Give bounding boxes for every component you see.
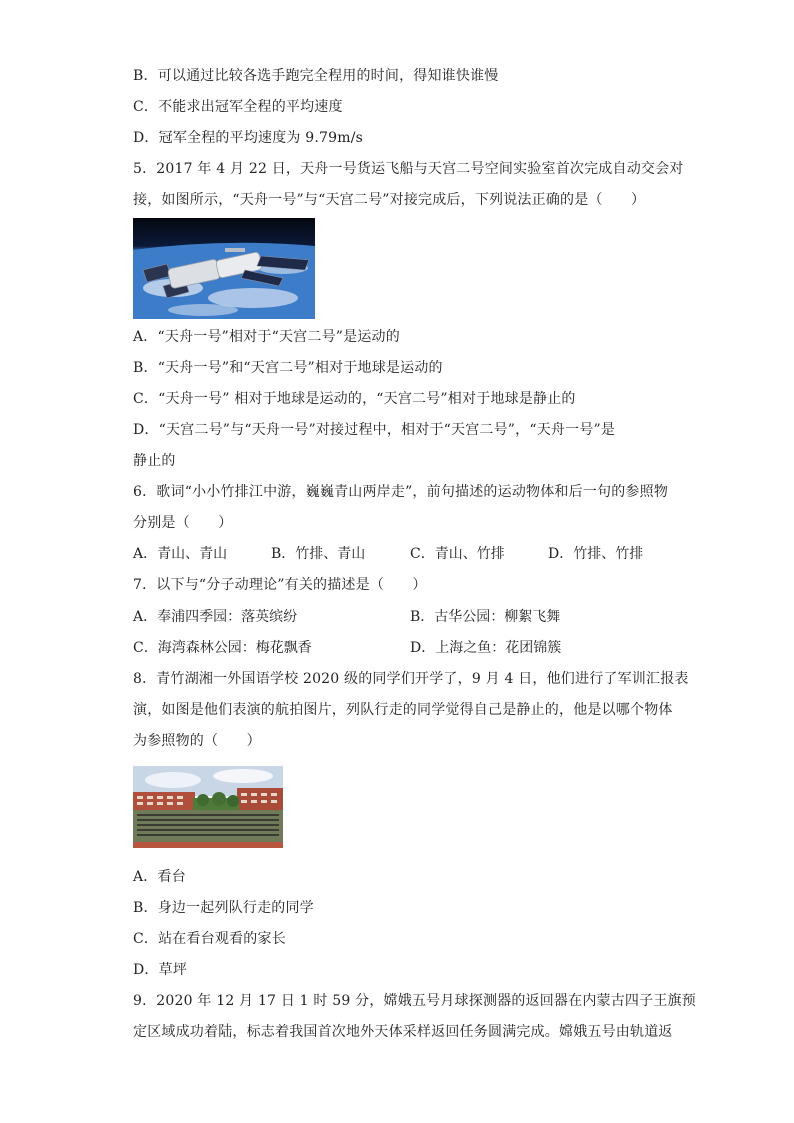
q4-option-b: B．可以通过比较各选手跑完全程用的时间，得知谁快谁慢 [133, 68, 499, 84]
q6-option-d: D．竹排、竹排 [548, 546, 644, 562]
q5-option-d-line1: D．“天宫二号”与“天舟一号”对接过程中，相对于“天宫二号”，“天舟一号”是 [133, 422, 616, 438]
q7-stem: 7．以下与“分子动理论”有关的描述是（ ） [133, 577, 427, 593]
q8-stem-line3: 为参照物的（ ） [133, 733, 261, 749]
parade-photo-image [133, 766, 283, 848]
q8-option-c: C．站在看台观看的家长 [133, 931, 286, 947]
q8-stem-line1: 8．青竹湖湘一外国语学校 2020 级的同学们开学了，9 月 4 日，他们进行了军训汇报表 [133, 671, 689, 687]
q5-stem-line1: 5．2017 年 4 月 22 日，天舟一号货运飞船与天宫二号空间实验室首次完成自动交会对 [133, 161, 684, 177]
q7-option-c: C．海湾森林公园：梅花飘香 [133, 640, 312, 656]
q6-option-a: A．青山、青山 [133, 546, 228, 562]
q6-stem-line2: 分别是（ ） [133, 515, 233, 531]
q6-option-b: B．竹排、青山 [271, 546, 366, 562]
q5-stem-line2: 接，如图所示，“天舟一号”与“天宫二号”对接完成后，下列说法正确的是（ ） [133, 192, 646, 208]
q8-option-b: B．身边一起列队行走的同学 [133, 900, 314, 916]
q7-option-a: A．奉浦四季园：落英缤纷 [133, 609, 298, 625]
q5-option-c: C．“天舟一号” 相对于地球是运动的，“天宫二号”相对于地球是静止的 [133, 391, 576, 407]
q4-option-d: D．冠军全程的平均速度为 9.79m/s [133, 130, 364, 146]
q9-stem-line1: 9．2020 年 12 月 17 日 1 时 59 分，嫦娥五号月球探测器的返回器在内蒙古四子王旗预 [133, 993, 696, 1009]
q6-option-c: C．青山、竹排 [410, 546, 505, 562]
q7-option-b: B．古华公园：柳絮飞舞 [410, 609, 561, 625]
q6-stem-line1: 6．歌词“小小竹排江中游，巍巍青山两岸走”，前句描述的运动物体和后一句的参照物 [133, 484, 669, 500]
q8-option-d: D．草坪 [133, 962, 188, 978]
parade-photo-illustration [133, 766, 283, 848]
q8-option-a: A．看台 [133, 869, 186, 885]
q5-option-d-line2: 静止的 [133, 453, 176, 469]
q4-option-c: C．不能求出冠军全程的平均速度 [133, 99, 343, 115]
q9-stem-line2: 定区域成功着陆，标志着我国首次地外天体采样返回任务圆满完成。嫦娥五号由轨道返 [133, 1024, 673, 1040]
q5-option-b: B．“天舟一号”和“天宫二号”相对于地球是运动的 [133, 360, 443, 376]
space-station-image [133, 218, 315, 319]
q8-stem-line2: 演，如图是他们表演的航拍图片，列队行走的同学觉得自己是静止的，他是以哪个物体 [133, 702, 673, 718]
space-station-illustration [133, 218, 315, 319]
q7-option-d: D．上海之鱼：花团锦簇 [410, 640, 562, 656]
q5-option-a: A．“天舟一号”相对于“天宫二号”是运动的 [133, 329, 400, 345]
